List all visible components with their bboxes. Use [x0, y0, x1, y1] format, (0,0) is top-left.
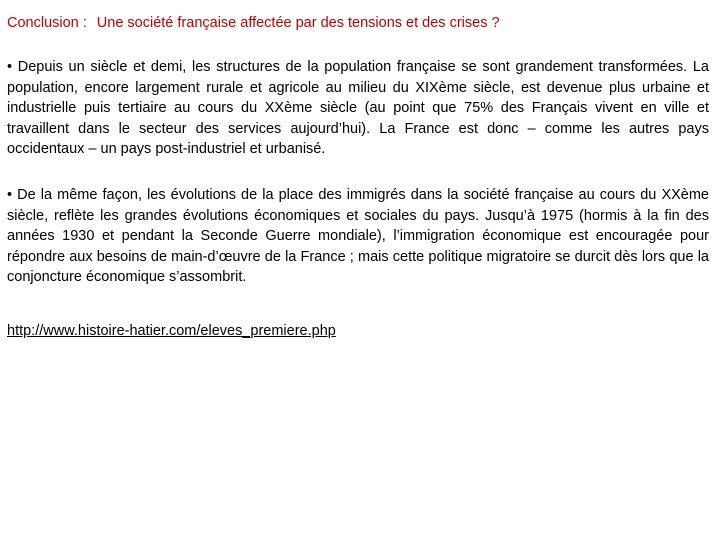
paragraph-immigration: • De la même façon, les évolutions de la place des immigrés dans la société française au cours du XXème siècle, reflète les grandes évolutions économiques et sociales du pays. Jusqu’à 1975 (hormis à la fin des années 1930 et pendant la Seconde Guerre mondiale), l’immigration économique est encouragée pour répondre aux besoins de main-d’œuvre de la France ; mais cette politique migratoire se durcit dès lors que la conjoncture économique s’assombrit.	[7, 187, 709, 285]
title-label: Conclusion :	[7, 15, 87, 31]
title-text: Une société française affectée par des tensions et des crises ?	[96, 15, 500, 31]
slide-title	[7, 13, 707, 33]
paragraph-population: • Depuis un siècle et demi, les structures de la population française se sont grandement transformées. La population, encore largement rurale et agricole au milieu du XIXème siècle, est devenue plus urbaine et industrielle puis tertiaire au cours du XXème siècle (au point que 75% des Français vivent en ville et travaillent dans le secteur des services aujourd’hui). La France est donc – comme les autres pays occidentaux – un pays post-industriel et urbanisé.	[7, 59, 709, 157]
source-link[interactable]: http://www.histoire-hatier.com/eleves_premiere.php	[7, 323, 336, 339]
